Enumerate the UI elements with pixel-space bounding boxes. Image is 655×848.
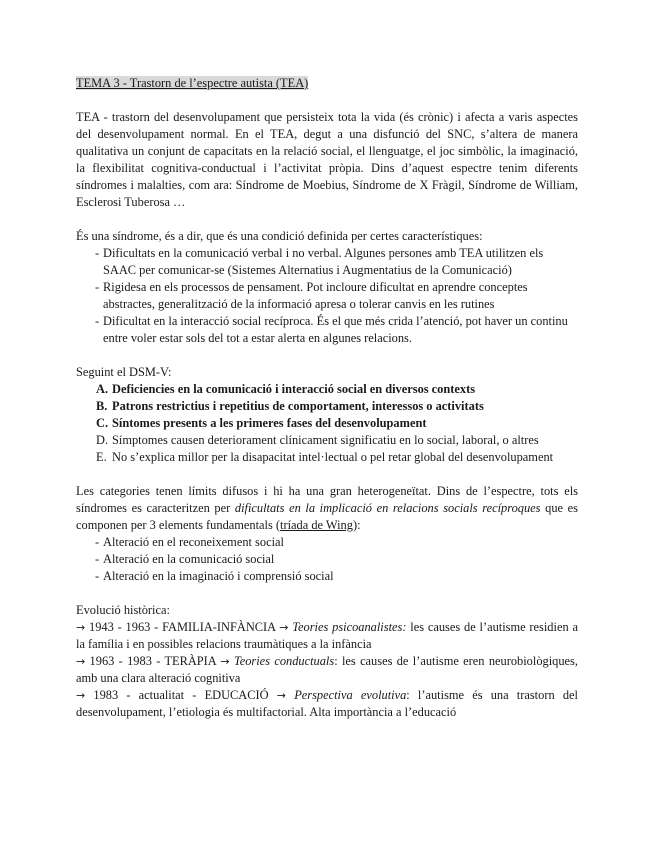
- document-body: [76, 75, 578, 721]
- history-lead: Evolució històrica:: [76, 603, 170, 617]
- list-marker: B.: [96, 399, 108, 413]
- list-item: [76, 568, 578, 585]
- right-arrow-icon: →: [276, 689, 287, 702]
- bullet-dash: -: [95, 314, 100, 328]
- right-arrow-icon: →: [76, 655, 86, 668]
- bullet-dash: -: [95, 535, 100, 549]
- list-item: [76, 313, 578, 347]
- dsm-item-text: Símptomes causen deteriorament clínicament significatiu en lo social, laboral, o altres: [112, 433, 539, 447]
- bullet-dash: -: [95, 552, 100, 566]
- dsm-item-e: [76, 449, 578, 466]
- dsm-item-b: [76, 398, 578, 415]
- category-item-1: Alteració en el reconeixement social: [103, 535, 284, 549]
- dsm-item-a: [76, 381, 578, 398]
- history-entry-3: → 1983 - actualitat - EDUCACIÓ → Perspectiva evolutiva: l’autisme és una trastorn del desenvolupament, l’etiologia és multifactorial. Alta importància a l’educació: [76, 688, 578, 719]
- history-entry-2: → 1963 - 1983 - TERÀPIA → Teories conductuals: les causes de l’autisme eren neurobiològiques, amb una clara alteració cognitiva: [76, 654, 578, 685]
- category-item-3: Alteració en la imaginació i comprensió social: [103, 569, 334, 583]
- category-item-2: Alteració en la comunicació social: [103, 552, 275, 566]
- list-marker: D.: [96, 433, 109, 447]
- dsm-item-d: [76, 432, 578, 449]
- categories-paragraph: Les categories tenen límits difusos i hi ha una gran heterogeneïtat. Dins de l’espectre, tots els síndromes es caracteritzen per dificultats en la implicació en relacions socials recíproques que es componen per 3 elements fundamentals (tríada de Wing):: [76, 484, 578, 532]
- list-marker: A.: [96, 382, 109, 396]
- list-marker: E.: [96, 450, 107, 464]
- right-arrow-icon: →: [220, 655, 230, 668]
- list-item: [76, 279, 578, 313]
- list-item: [76, 534, 578, 551]
- bullet-dash: -: [95, 569, 100, 583]
- italic-phrase: dificultats en la implicació en relacions socials recíproques: [234, 501, 541, 515]
- page-title: TEMA 3 - Trastorn de l’espectre autista (TEA): [76, 76, 309, 90]
- syndrome-item-1: Dificultats en la comunicació verbal i no verbal. Algunes persones amb TEA utilitzen els SAAC per comunicar-se (Sistemes Alternatius i Augmentatius de la Comunicació): [103, 246, 544, 277]
- right-arrow-icon: →: [76, 689, 86, 702]
- list-item: [76, 245, 578, 279]
- list-marker: C.: [96, 416, 109, 430]
- right-arrow-icon: →: [76, 621, 86, 634]
- history-entry-1: → 1943 - 1963 - FAMILIA-INFÀNCIA → Teories psicoanalistes: les causes de l’autisme residien a la família i en possibles relacions traumàtiques a la infància: [76, 620, 578, 651]
- dsm-item-text: No s’explica millor per la disapacitat intel·lectual o pel retar global del desenvolupament: [112, 450, 554, 464]
- dsm-item-text: Síntomes presents a les primeres fases del desenvolupament: [112, 416, 427, 430]
- bullet-dash: -: [95, 280, 100, 294]
- bullet-dash: -: [95, 246, 100, 260]
- dsm-lead: Seguint el DSM-V:: [76, 365, 172, 379]
- right-arrow-icon: →: [279, 621, 289, 634]
- syndrome-lead: És una síndrome, és a dir, que és una condició definida per certes característiques:: [76, 229, 483, 243]
- dsm-item-c: [76, 415, 578, 432]
- dsm-item-text: Deficiencies en la comunicació i interacció social en diversos contexts: [112, 382, 476, 396]
- list-item: [76, 551, 578, 568]
- dsm-item-text: Patrons restrictius i repetitius de comportament, interessos o activitats: [112, 399, 484, 413]
- intro-paragraph: TEA - trastorn del desenvolupament que persisteix tota la vida (és crònic) i afecta a varis aspectes del desenvolupament normal. En el TEA, degut a una disfunció del SNC, s’altera de manera qualitativa un conjunt de capacitats en la relació social, el llenguatge, el joc simbòlic, la imaginació, la flexibilitat cognitiva-conductual i l’activitat pròpia. Dins d’aquest espectre tenim diferents síndromes i malalties, com ara: Síndrome de Moebius, Síndrome de X Fràgil, Síndrome de William, Esclerosi Tuberosa …: [76, 110, 578, 209]
- syndrome-item-2: Rigidesa en els processos de pensament. Pot incloure dificultat en aprendre conceptes abstractes, generalització de la informació apresa o tolerar canvis en les rutines: [103, 280, 528, 311]
- syndrome-item-3: Dificultat en la interacció social recíproca. És el que més crida l’atenció, pot haver un continu entre voler estar sols del tot a estar alerta en algunes relacions.: [103, 314, 568, 345]
- title-line: [76, 75, 578, 92]
- underlined-phrase: tríada de Wing: [280, 518, 353, 532]
